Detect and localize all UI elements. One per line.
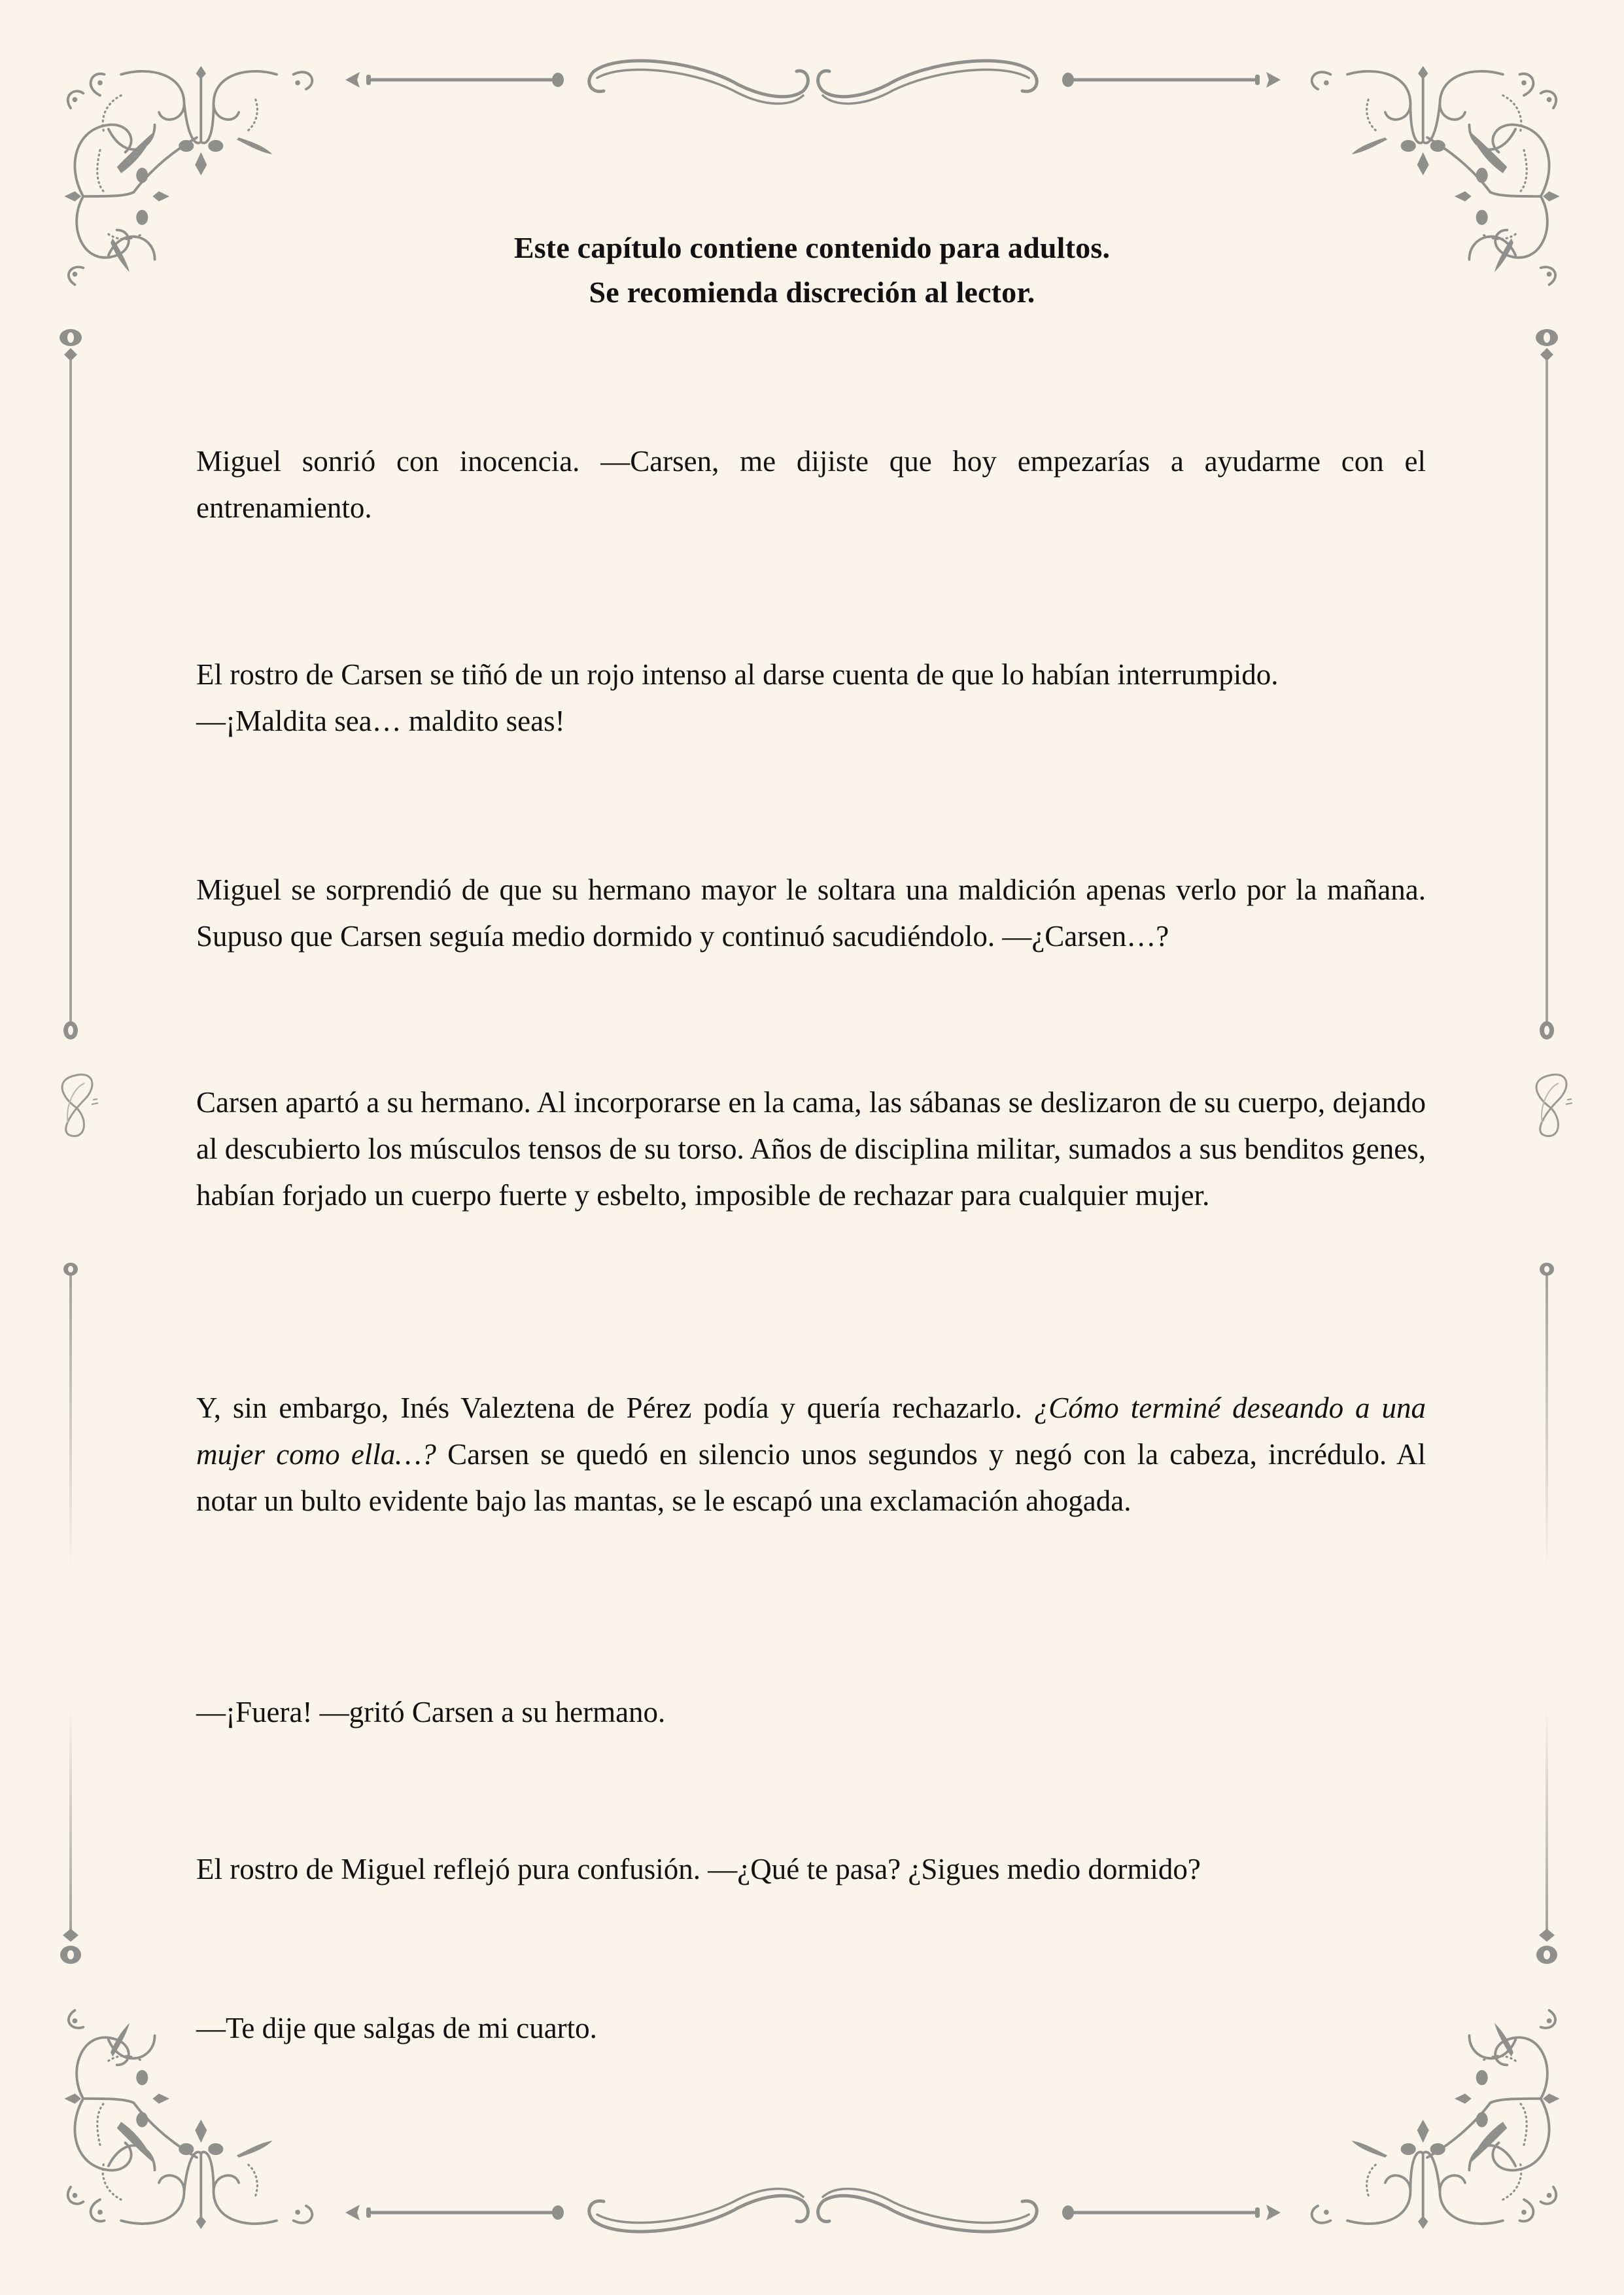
infinity-knot-left-icon bbox=[48, 1070, 107, 1142]
content-warning-line-1: Este capítulo contiene contenido para adultos. bbox=[513, 231, 1111, 264]
content-warning bbox=[0, 226, 1624, 315]
paragraph-6: —¡Fuera! —gritó Carsen a su hermano. bbox=[196, 1696, 666, 1728]
paragraph-5 bbox=[196, 1385, 1426, 1524]
paragraph-3: Miguel se sorprendió de que su hermano mayor le soltara una maldición apenas verlo por la mañana. Supuso que Carsen seguía medio dormido y continuó sacudiéndolo. —¿Carsen…? bbox=[196, 873, 1426, 953]
vertical-rule-left-icon bbox=[59, 327, 85, 1969]
paragraph-2 bbox=[196, 652, 1426, 745]
paragraph-4: Carsen apartó a su hermano. Al incorporarse en la cama, las sábanas se deslizaron de su cuerpo, dejando al descubierto los músculos tensos de su torso. Años de disciplina militar, sumados a sus benditos genes, habían forjado un cuerpo fuerte y esbelto, imposible de rechazar para cualquier mujer. bbox=[196, 1086, 1426, 1212]
paragraph-8: —Te dije que salgas de mi cuarto. bbox=[196, 2012, 597, 2044]
paragraph-5-text-before: Y, sin embargo, Inés Valeztena de Pérez podía y quería rechazarlo. bbox=[196, 1392, 1034, 1424]
paragraph-2-line-2: —¡Maldita sea… maldito seas! bbox=[196, 705, 565, 737]
scroll-divider-bottom-icon bbox=[345, 2185, 1281, 2237]
paragraph-1: Miguel sonrió con inocencia. —Carsen, me dijiste que hoy empezarías a ayudarme con el entrenamiento. bbox=[196, 445, 1426, 524]
scroll-divider-top-icon bbox=[345, 55, 1281, 107]
vertical-rule-right-icon bbox=[1534, 327, 1560, 1969]
paragraph-5-italic-thought: ¿Cómo terminé deseando a una mujer como ella…? bbox=[196, 1392, 1426, 1471]
paragraph-7: El rostro de Miguel reflejó pura confusión. —¿Qué te pasa? ¿Sigues medio dormido? bbox=[196, 1853, 1201, 1885]
content-warning-line-2: Se recomienda discreción al lector. bbox=[589, 275, 1035, 309]
infinity-knot-right-icon bbox=[1523, 1070, 1581, 1142]
paragraph-2-line-1: El rostro de Carsen se tiñó de un rojo intenso al darse cuenta de que lo habían interrumpido. bbox=[196, 658, 1279, 691]
paragraph-5-text-after: Carsen se quedó en silencio unos segundos y negó con la cabeza, incrédulo. Al notar un bulto evidente bajo las mantas, se le escapó una exclamación ahogada. bbox=[196, 1438, 1426, 1517]
